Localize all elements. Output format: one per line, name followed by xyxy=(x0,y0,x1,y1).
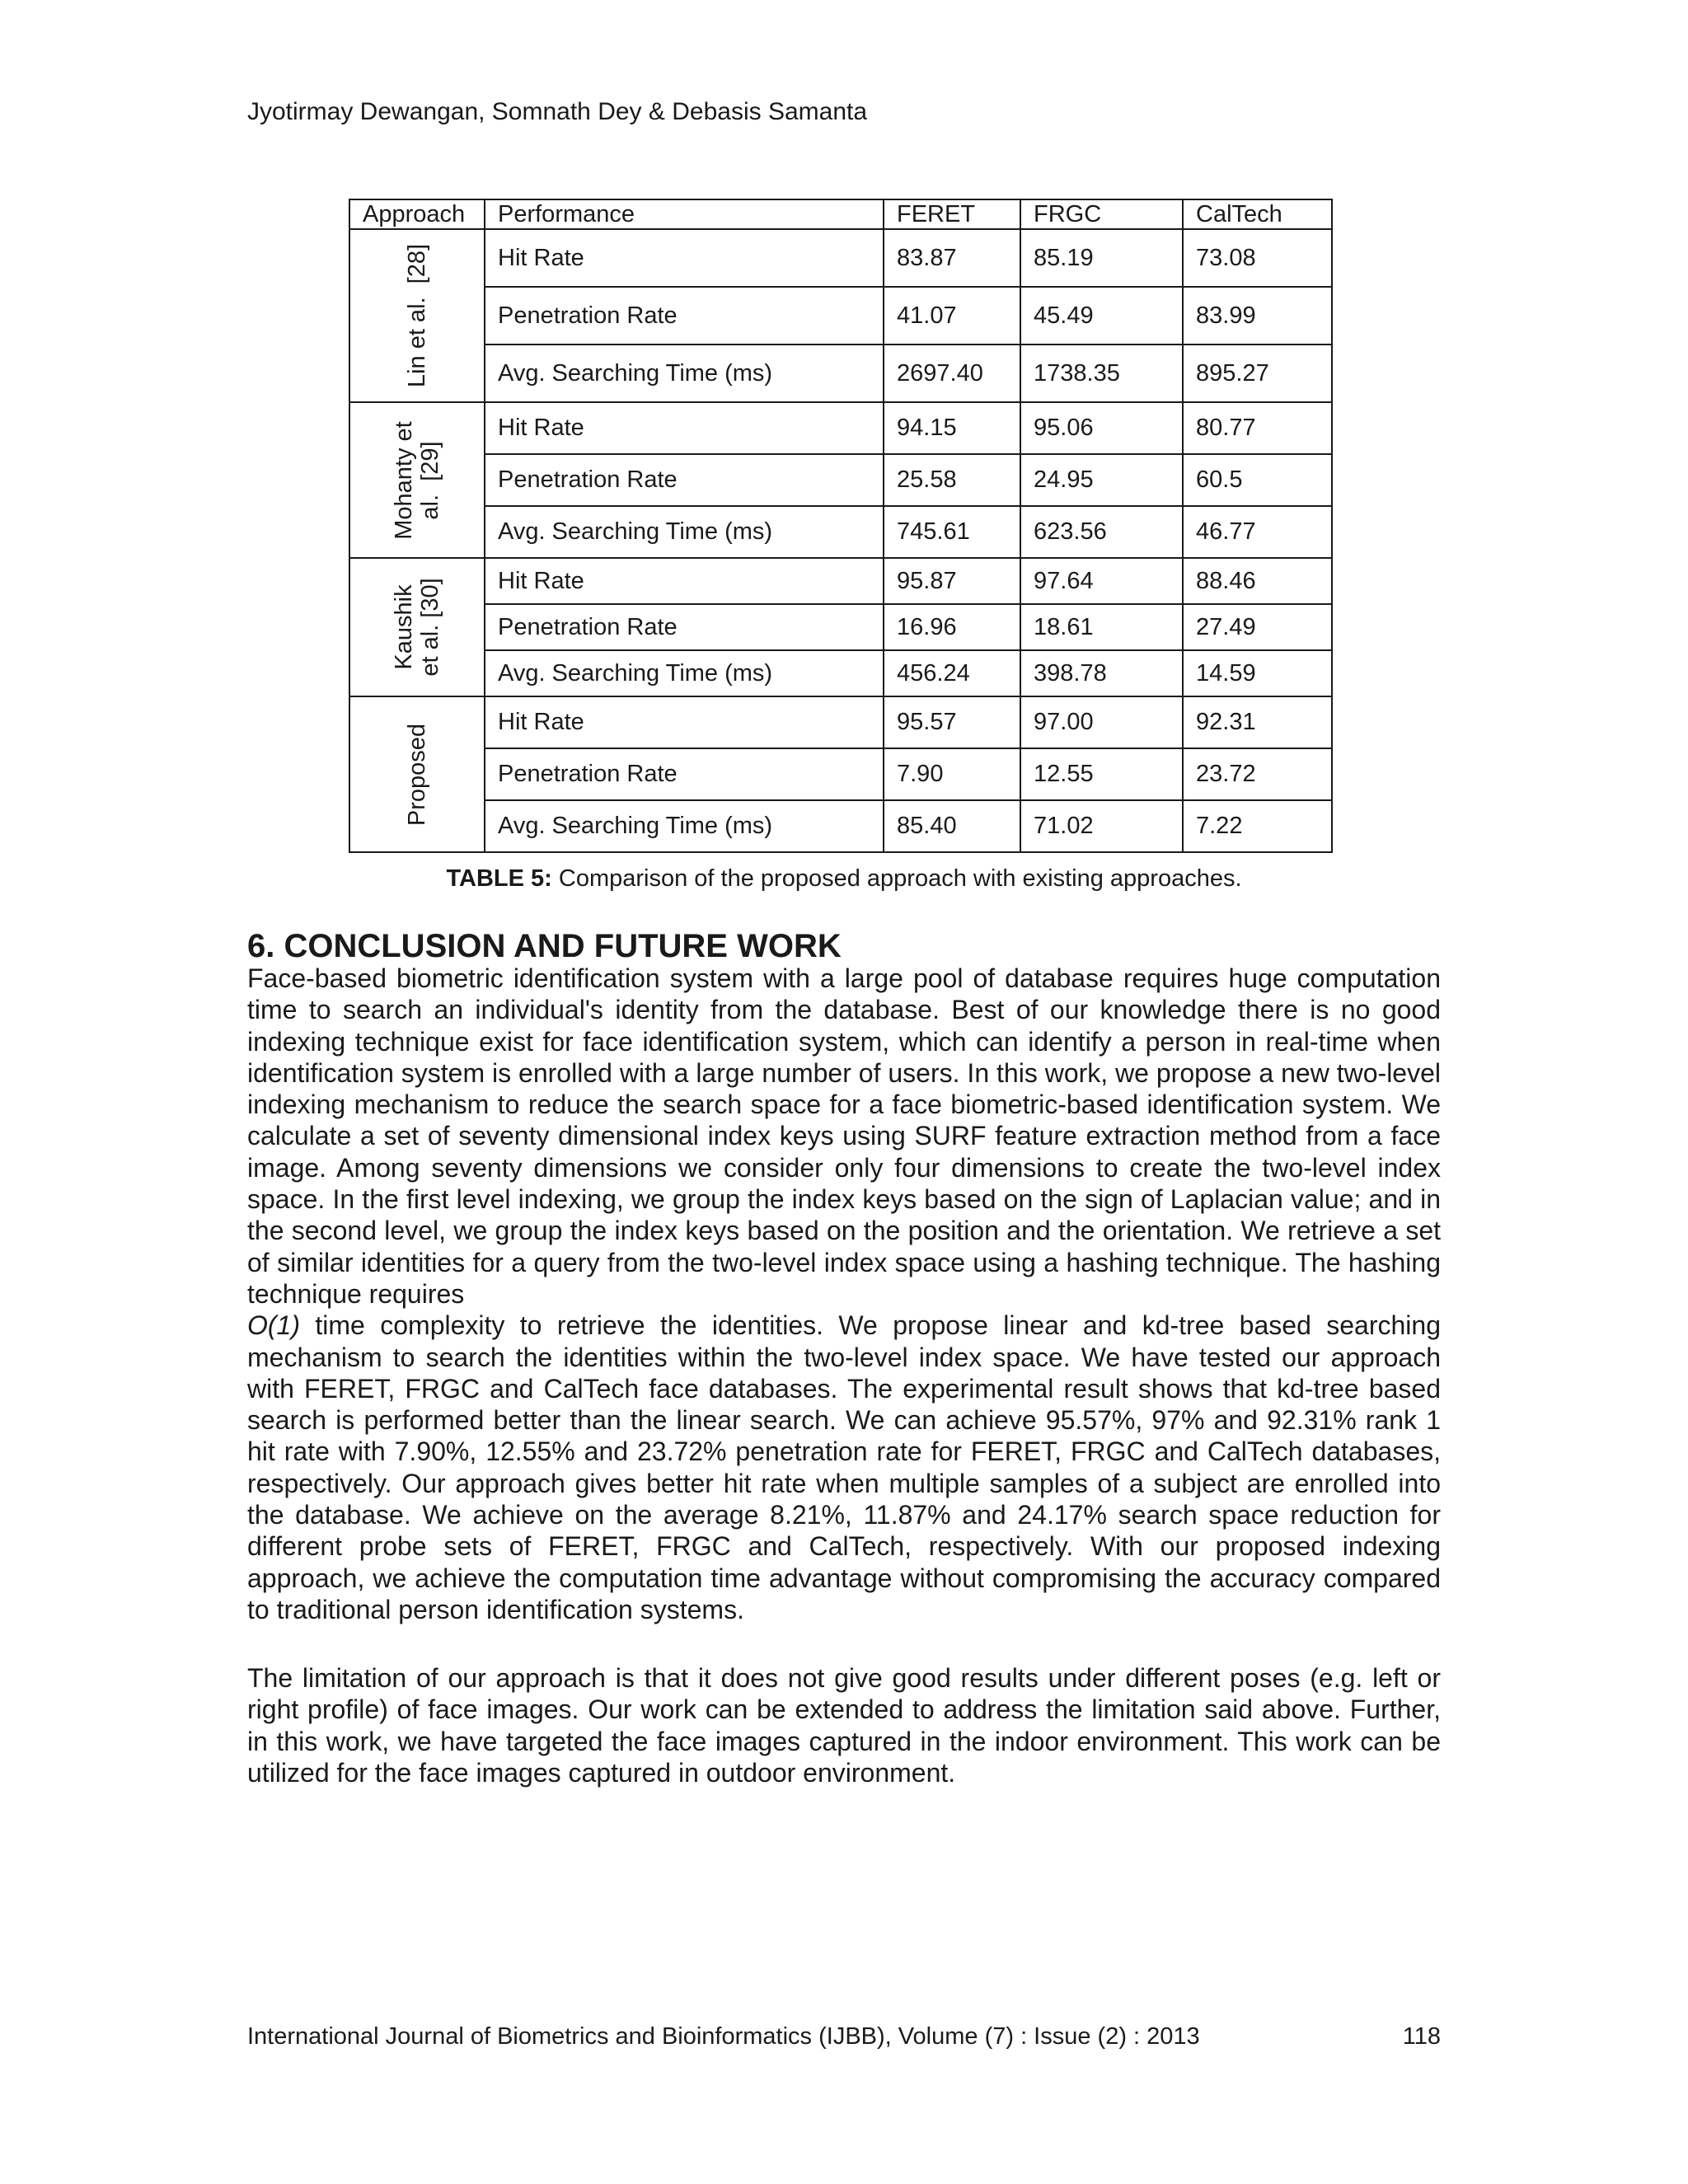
column-header-approach: Approach xyxy=(349,199,485,229)
metric-cell: Hit Rate xyxy=(485,402,884,454)
caltech-cell: 7.22 xyxy=(1183,800,1332,852)
frgc-cell: 24.95 xyxy=(1020,454,1183,506)
feret-cell: 95.57 xyxy=(884,696,1020,748)
column-header-caltech: CalTech xyxy=(1183,199,1332,229)
metric-cell: Avg. Searching Time (ms) xyxy=(485,800,884,852)
frgc-cell: 12.55 xyxy=(1020,748,1183,800)
metric-cell: Avg. Searching Time (ms) xyxy=(485,650,884,696)
approach-label: Mohanty et al. [29] xyxy=(391,420,443,540)
big-o-notation: O(1) xyxy=(247,1310,300,1341)
table-caption-label: TABLE 5: xyxy=(446,865,552,892)
approach-label: Proposed xyxy=(404,723,430,826)
feret-cell: 25.58 xyxy=(884,454,1020,506)
approach-cell-proposed xyxy=(349,696,485,852)
caltech-cell: 88.46 xyxy=(1183,558,1332,604)
table-header-row xyxy=(349,199,1332,229)
conclusion-text-part-1: Face-based biometric identification system with a large pool of database requires huge computation time to search an individual's identity from the database. Best of our knowledge there is no good indexing technique exist for face identification system, which can identify a person in real-time when identification system is enrolled with a large number of users. In this work, we propose a new two-level indexing mechanism to reduce the search space for a face biometric-based identification system. We calculate a set of seventy dimensional index keys using SURF feature extraction method from a face image. Among seventy dimensions we consider only four dimensions to create the two-level index space. In the first level indexing, we group the index keys based on the sign of Laplacian value; and in the second level, we group the index keys based on the position and the orientation. We retrieve a set of similar identities for a query from the two-level index space using a hashing technique. The hashing technique requires xyxy=(247,963,1441,1309)
conclusion-text-part-2: time complexity to retrieve the identities. We propose linear and kd-tree based searching mechanism to search the identities within the two-level index space. We have tested our approach with FERET, FRGC and CalTech face databases. The experimental result shows that kd-tree based search is performed better than the linear search. We can achieve 95.57%, 97% and 92.31% rank 1 hit rate with 7.90%, 12.55% and 23.72% penetration rate for FERET, FRGC and CalTech databases, respectively. Our approach gives better hit rate when multiple samples of a subject are enrolled into the database. We achieve on the average 8.21%, 11.87% and 24.17% search space reduction for different probe sets of FERET, FRGC and CalTech, respectively. With our proposed indexing approach, we achieve the computation time advantage without compromising the accuracy compared to traditional person identification systems. xyxy=(247,1310,1441,1624)
frgc-cell: 18.61 xyxy=(1020,604,1183,650)
feret-cell: 7.90 xyxy=(884,748,1020,800)
feret-cell: 83.87 xyxy=(884,229,1020,287)
conclusion-paragraph xyxy=(247,963,1441,1625)
caltech-cell: 23.72 xyxy=(1183,748,1332,800)
feret-cell: 456.24 xyxy=(884,650,1020,696)
feret-cell: 16.96 xyxy=(884,604,1020,650)
frgc-cell: 85.19 xyxy=(1020,229,1183,287)
footer-journal-citation: International Journal of Biometrics and Bioinformatics (IJBB), Volume (7) : Issue (2) : 2013 xyxy=(247,2023,1200,2050)
page-number: 118 xyxy=(1402,2023,1441,2050)
feret-cell: 85.40 xyxy=(884,800,1020,852)
caltech-cell: 80.77 xyxy=(1183,402,1332,454)
column-header-feret: FERET xyxy=(884,199,1020,229)
table-row xyxy=(349,696,1332,748)
metric-cell: Penetration Rate xyxy=(485,287,884,344)
metric-cell: Penetration Rate xyxy=(485,454,884,506)
caltech-cell: 83.99 xyxy=(1183,287,1332,344)
table-row xyxy=(349,454,1332,506)
column-header-performance: Performance xyxy=(485,199,884,229)
approach-label: Kaushik et al. [30] xyxy=(391,578,443,677)
feret-cell: 745.61 xyxy=(884,506,1020,558)
table-row xyxy=(349,558,1332,604)
limitation-paragraph: The limitation of our approach is that it does not give good results under different poses (e.g. left or right profile) of face images. Our work can be extended to address the limitation said above. Further, in this work, we have targeted the face images captured in the indoor environment. This work can be utilized for the face images captured in outdoor environment. xyxy=(247,1663,1441,1788)
frgc-cell: 398.78 xyxy=(1020,650,1183,696)
caltech-cell: 46.77 xyxy=(1183,506,1332,558)
table-row xyxy=(349,344,1332,402)
caltech-cell: 92.31 xyxy=(1183,696,1332,748)
frgc-cell: 95.06 xyxy=(1020,402,1183,454)
comparison-table xyxy=(349,199,1333,853)
frgc-cell: 97.64 xyxy=(1020,558,1183,604)
table-row xyxy=(349,604,1332,650)
feret-cell: 2697.40 xyxy=(884,344,1020,402)
metric-cell: Hit Rate xyxy=(485,696,884,748)
metric-cell: Penetration Rate xyxy=(485,604,884,650)
feret-cell: 94.15 xyxy=(884,402,1020,454)
caltech-cell: 60.5 xyxy=(1183,454,1332,506)
metric-cell: Avg. Searching Time (ms) xyxy=(485,506,884,558)
feret-cell: 41.07 xyxy=(884,287,1020,344)
approach-cell-mohanty xyxy=(349,402,485,558)
approach-cell-lin xyxy=(349,229,485,402)
frgc-cell: 623.56 xyxy=(1020,506,1183,558)
frgc-cell: 71.02 xyxy=(1020,800,1183,852)
frgc-cell: 45.49 xyxy=(1020,287,1183,344)
frgc-cell: 1738.35 xyxy=(1020,344,1183,402)
table-row xyxy=(349,800,1332,852)
table-row xyxy=(349,748,1332,800)
running-header-authors: Jyotirmay Dewangan, Somnath Dey & Debasis Samanta xyxy=(247,98,868,125)
caltech-cell: 14.59 xyxy=(1183,650,1332,696)
frgc-cell: 97.00 xyxy=(1020,696,1183,748)
table-row xyxy=(349,650,1332,696)
metric-cell: Penetration Rate xyxy=(485,748,884,800)
caltech-cell: 27.49 xyxy=(1183,604,1332,650)
caltech-cell: 895.27 xyxy=(1183,344,1332,402)
table-row xyxy=(349,229,1332,287)
table-caption xyxy=(0,865,1688,893)
table-row xyxy=(349,506,1332,558)
metric-cell: Hit Rate xyxy=(485,229,884,287)
section-heading: 6. CONCLUSION AND FUTURE WORK xyxy=(247,928,842,964)
caltech-cell: 73.08 xyxy=(1183,229,1332,287)
table-caption-text: Comparison of the proposed approach with existing approaches. xyxy=(551,865,1242,892)
approach-label: Lin et al. [28] xyxy=(404,243,430,388)
metric-cell: Avg. Searching Time (ms) xyxy=(485,344,884,402)
column-header-frgc: FRGC xyxy=(1020,199,1183,229)
table-row xyxy=(349,402,1332,454)
approach-cell-kaushik xyxy=(349,558,485,696)
feret-cell: 95.87 xyxy=(884,558,1020,604)
metric-cell: Hit Rate xyxy=(485,558,884,604)
table-row xyxy=(349,287,1332,344)
